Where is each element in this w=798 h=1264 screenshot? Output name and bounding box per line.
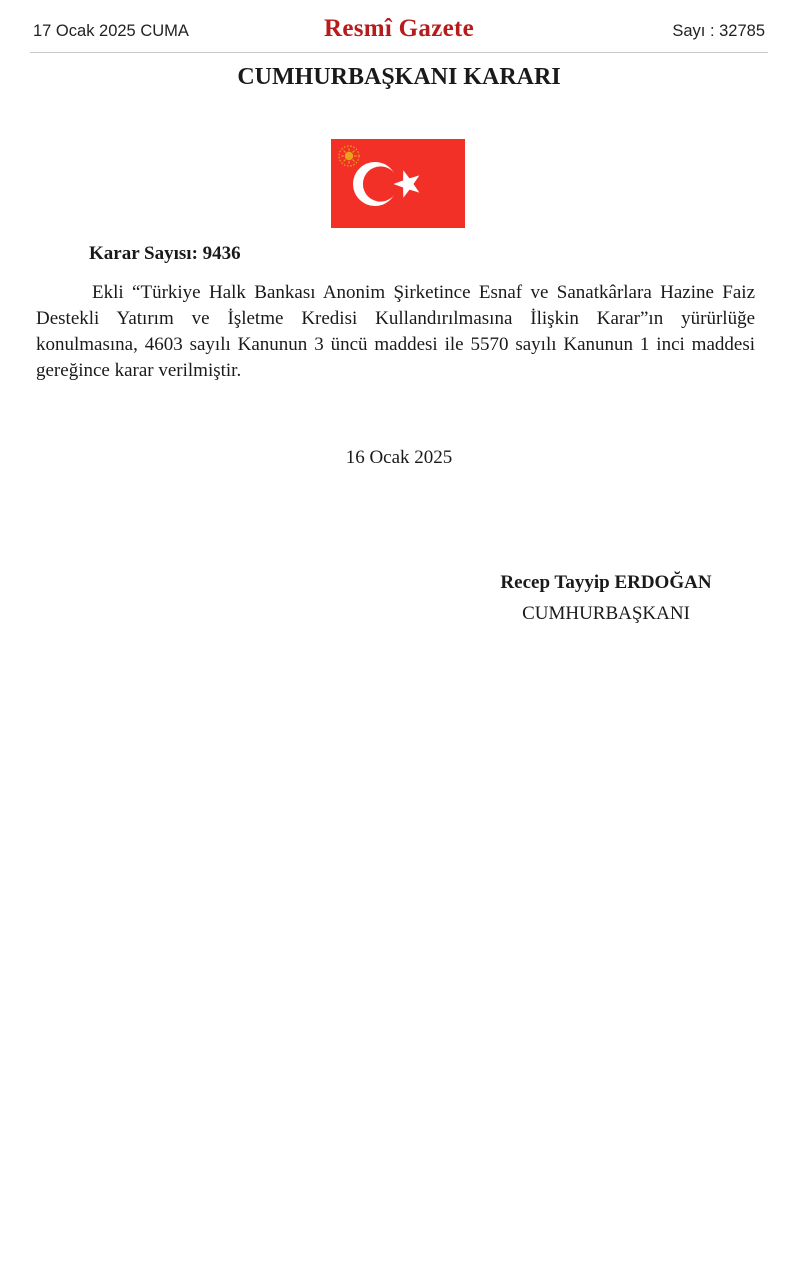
gazette-title: Resmî Gazete [323,15,475,42]
turkish-flag-icon [331,139,465,228]
decision-date: 16 Ocak 2025 [345,447,453,468]
signatory-name: Recep Tayyip ERDOĞAN [500,572,712,593]
publication-date: 17 Ocak 2025 CUMA [33,22,189,40]
gazette-header [30,0,768,53]
signatory-title: CUMHURBAŞKANI [522,603,690,624]
issue-number: Sayı : 32785 [672,22,765,40]
presidential-sun-emblem-icon [339,146,359,166]
decision-body [36,280,755,384]
decision-number: Karar Sayısı: 9436 [89,243,241,264]
decision-body-text: Ekli “Türkiye Halk Bankası Anonim Şirketince Esnaf ve Sanatkârlara Hazine Faiz Destekli Yatırım ve İşletme Kredisi Kullandırılmasına İlişkin Karar”ın yürürlüğe konulmasına, 4603 sayılı Kanunun 3 üncü maddesi ile 5570 sayılı Kanunun 1 inci maddesi gereğince karar verilmiştir. [36,282,755,381]
document-heading: CUMHURBAŞKANI KARARI [237,64,561,90]
